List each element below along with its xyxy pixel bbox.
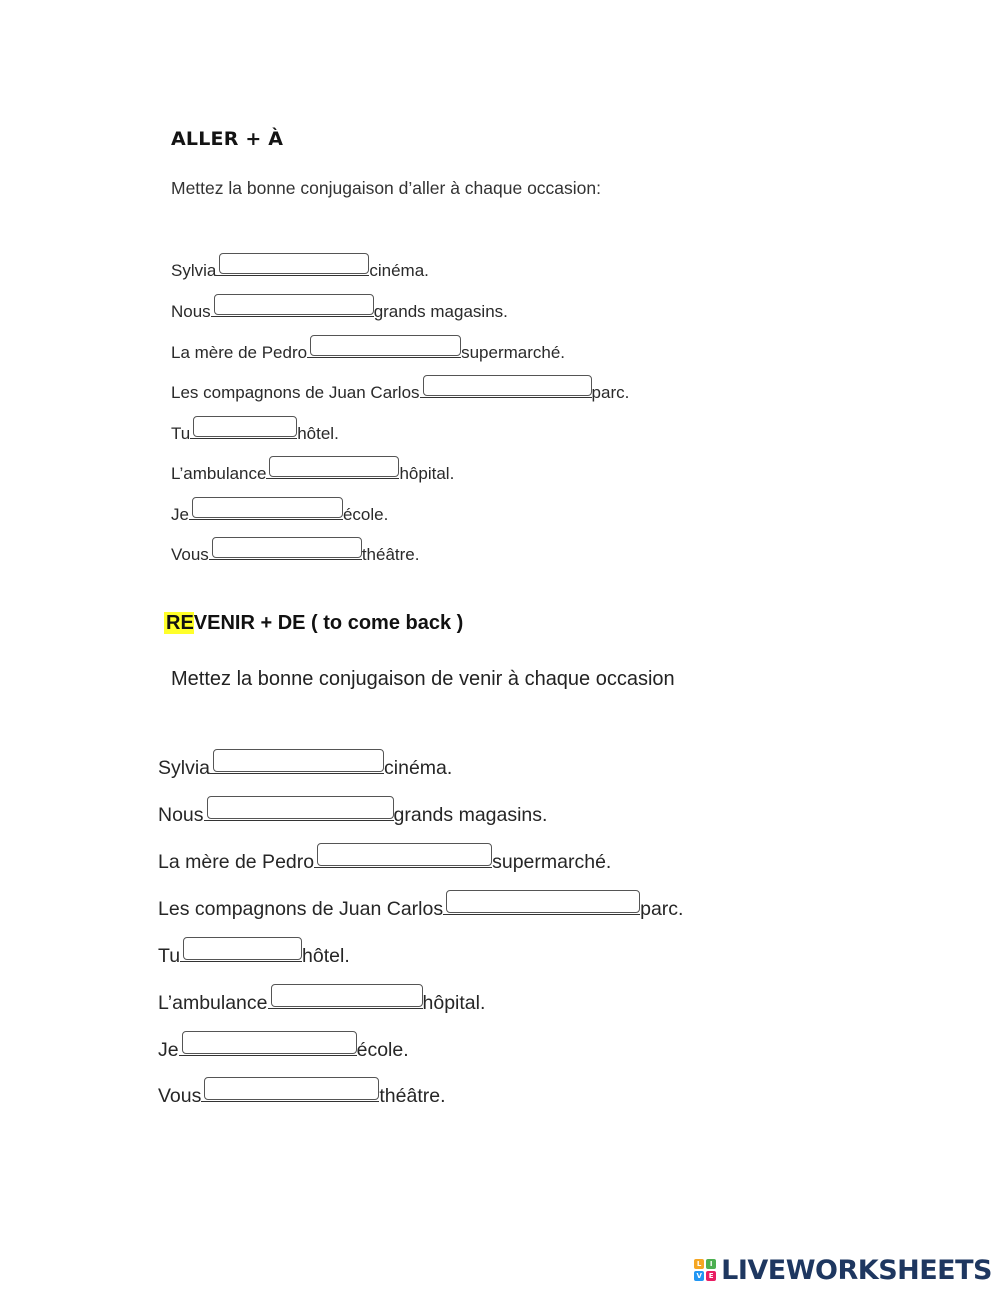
- answer-input[interactable]: [214, 294, 374, 315]
- exercise-row: [158, 755, 452, 780]
- logo-mark-letter: I: [706, 1259, 716, 1269]
- section-revenir-title: [164, 612, 463, 635]
- row-suffix: hôtel.: [297, 424, 339, 443]
- row-prefix: Sylvia: [158, 757, 211, 779]
- section-aller-title: ALLER + À: [171, 128, 284, 150]
- exercise-row: [171, 381, 629, 403]
- answer-input[interactable]: [423, 375, 592, 396]
- exercise-row: [171, 503, 388, 525]
- title-rest: VENIR + DE ( to come back ): [193, 612, 464, 634]
- exercise-row: [158, 896, 683, 921]
- row-prefix: Vous: [158, 1085, 202, 1107]
- answer-input[interactable]: [219, 253, 369, 274]
- logo-mark-icon: [694, 1259, 716, 1281]
- exercise-row: [171, 341, 565, 363]
- blank-line: [210, 755, 384, 774]
- row-suffix: cinéma.: [369, 261, 429, 280]
- blank-line: [420, 381, 592, 398]
- row-suffix: grands magasins.: [373, 302, 508, 321]
- row-suffix: supermarché.: [492, 851, 612, 873]
- row-suffix: cinéma.: [384, 757, 453, 779]
- row-prefix: Les compagnons de Juan Carlos: [158, 898, 444, 920]
- logo-mark-letter: L: [694, 1259, 704, 1269]
- exercise-row: [158, 802, 547, 827]
- row-prefix: La mère de Pedro: [158, 851, 315, 873]
- answer-input[interactable]: [269, 456, 399, 477]
- row-prefix: Tu: [171, 424, 191, 443]
- blank-line: [204, 802, 394, 821]
- row-suffix: école.: [342, 505, 389, 524]
- row-prefix: Nous: [171, 302, 211, 321]
- exercise-row: [158, 849, 611, 874]
- answer-input[interactable]: [317, 843, 492, 866]
- blank-line: [209, 543, 362, 560]
- blank-line: [266, 462, 399, 479]
- row-prefix: Je: [171, 505, 189, 524]
- answer-input[interactable]: [192, 497, 343, 518]
- logo-mark-letter: V: [694, 1271, 704, 1281]
- blank-line: [314, 849, 492, 868]
- answer-input[interactable]: [183, 937, 302, 960]
- row-prefix: L’ambulance: [158, 992, 268, 1014]
- row-prefix: La mère de Pedro: [171, 343, 308, 362]
- blank-line: [180, 943, 302, 962]
- answer-input[interactable]: [310, 335, 461, 356]
- row-prefix: L’ambulance: [171, 464, 267, 483]
- row-suffix: école.: [356, 1039, 409, 1061]
- answer-input[interactable]: [182, 1031, 357, 1054]
- blank-line: [307, 341, 461, 358]
- answer-input[interactable]: [271, 984, 423, 1007]
- blank-line: [443, 896, 640, 915]
- title-highlight: RE: [166, 612, 194, 634]
- blank-line: [179, 1037, 357, 1056]
- row-suffix: parc.: [640, 898, 684, 920]
- exercise-row: [158, 1083, 446, 1108]
- logo-mark-letter: E: [706, 1271, 716, 1281]
- row-suffix: hôpital.: [399, 464, 455, 483]
- answer-input[interactable]: [204, 1077, 379, 1100]
- answer-input[interactable]: [446, 890, 640, 913]
- row-suffix: grands magasins.: [393, 804, 548, 826]
- row-suffix: théâtre.: [361, 545, 420, 564]
- section-aller-instruction: Mettez la bonne conjugaison d’aller à chaque occasion:: [171, 178, 602, 198]
- row-suffix: théâtre.: [379, 1085, 446, 1107]
- answer-input[interactable]: [213, 749, 384, 772]
- row-prefix: Je: [158, 1039, 179, 1061]
- row-prefix: Sylvia: [171, 261, 217, 280]
- row-prefix: Tu: [158, 945, 181, 967]
- row-suffix: parc.: [591, 383, 630, 402]
- section-revenir-instruction: Mettez la bonne conjugaison de venir à chaque occasion: [171, 668, 675, 690]
- exercise-row: [158, 990, 485, 1015]
- blank-line: [211, 300, 374, 317]
- exercise-row: [171, 543, 419, 565]
- answer-input[interactable]: [212, 537, 362, 558]
- exercise-row: [171, 422, 339, 444]
- liveworksheets-logo[interactable]: [694, 1255, 992, 1285]
- blank-line: [216, 259, 369, 276]
- exercise-row: [171, 462, 454, 484]
- exercise-row: [171, 300, 508, 322]
- blank-line: [201, 1083, 379, 1102]
- row-prefix: Les compagnons de Juan Carlos: [171, 383, 420, 402]
- logo-text: LIVEWORKSHEETS: [721, 1254, 992, 1286]
- blank-line: [268, 990, 423, 1009]
- exercise-row: [158, 943, 350, 968]
- exercise-row: [171, 259, 429, 281]
- answer-input[interactable]: [193, 416, 297, 437]
- answer-input[interactable]: [207, 796, 394, 819]
- row-suffix: supermarché.: [461, 343, 566, 362]
- row-suffix: hôpital.: [422, 992, 486, 1014]
- row-suffix: hôtel.: [302, 945, 350, 967]
- blank-line: [190, 422, 297, 439]
- row-prefix: Nous: [158, 804, 204, 826]
- exercise-row: [158, 1037, 409, 1062]
- blank-line: [189, 503, 343, 520]
- row-prefix: Vous: [171, 545, 209, 564]
